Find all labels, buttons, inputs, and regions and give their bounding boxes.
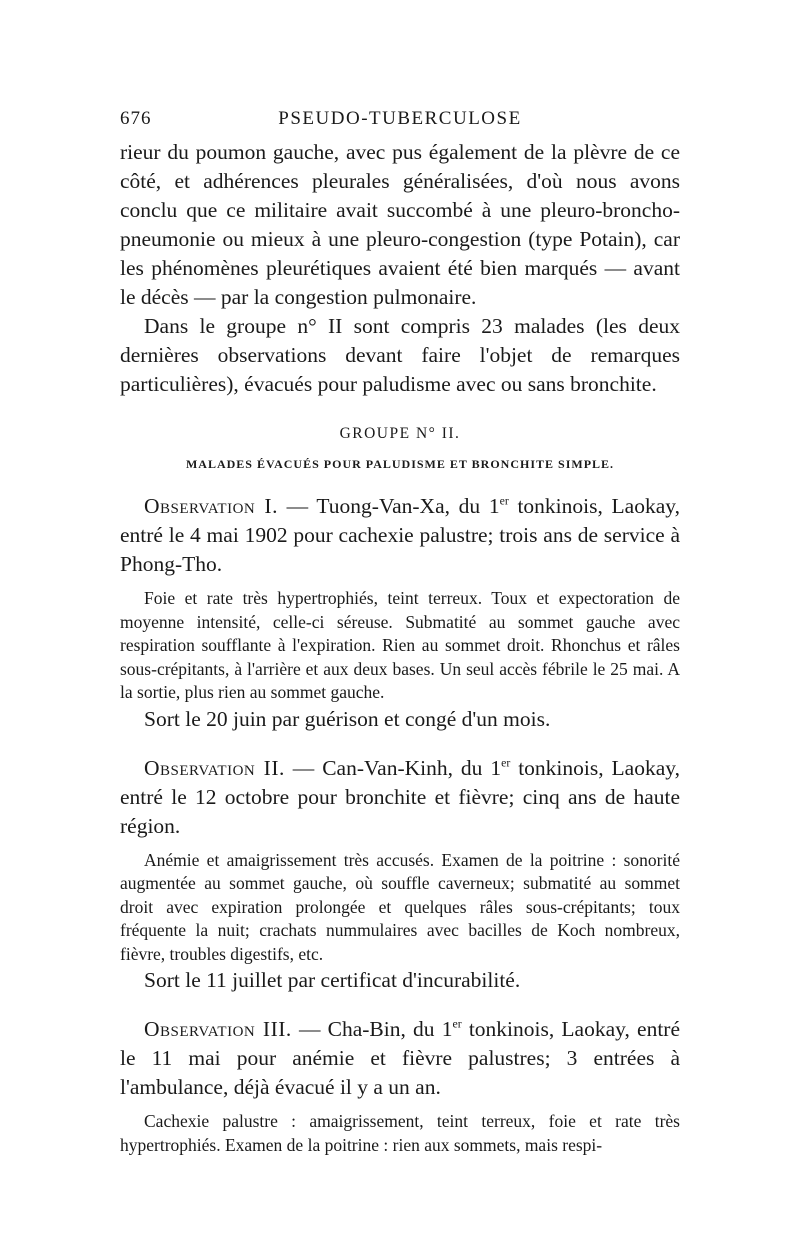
observation-body: Foie et rate très hypertrophiés, teint terreux. Toux et expectoration de moyenne intensité, celle-ci séreuse. Submatité au sommet gauche avec respiration soufflante à l'expiration. Rien au sommet droit. Rhonchus et râles sous-crépitants, à l'arrière et aux deux bases. Un seul accès fébrile le 25 mai. A la sortie, plus rien au sommet gauche.: [120, 588, 680, 702]
observation-head-text: — Can-Van-Kinh, du 1: [284, 755, 502, 780]
observation-label: Observation II.: [144, 755, 285, 780]
observation-head-text: — Cha-Bin, du 1: [291, 1017, 453, 1041]
observation-heading: [120, 492, 680, 579]
observation-body: Cachexie palustre : amaigrissement, teint terreux, foie et rate très hypertrophiés. Examen de la poitrine : rien aux sommets, mais respi-: [120, 1111, 680, 1155]
observation-label: Observation I.: [144, 494, 278, 518]
observation-2: [120, 754, 680, 996]
observation-head-text: tonkinois, Laokay, entré le 4 mai 1902 pour cachexie palustre; trois ans de service à Phong-Tho.: [120, 494, 680, 576]
observation-head-text: tonkinois, Laokay, entré le 12 octobre pour bronchite et fièvre; cinq ans de haute région.: [120, 755, 680, 838]
observation-heading: [120, 754, 680, 841]
observation-head-text: — Tuong-Van-Xa, du 1: [277, 494, 500, 518]
observation-label: Observation III.: [144, 1017, 292, 1041]
section-subtitle: MALADES ÉVACUÉS POUR PALUDISME ET BRONCHITE SIMPLE.: [185, 457, 615, 471]
observation-head-text: tonkinois, Laokay, entré le 11 mai pour anémie et fièvre palustres; 3 entrées à l'ambulance, déjà évacué il y a un an.: [120, 1017, 680, 1099]
observation-heading: [120, 1015, 680, 1102]
observation-3: [120, 1015, 680, 1157]
intro-paragraph-1: rieur du poumon gauche, avec pus également de la plèvre de ce côté, et adhérences pleurales généralisées, d'où nous avons conclu que ce militaire avait succombé à une pleuro-broncho-pneumonie ou mieux à une pleuro-congestion (type Potain), car les phénomènes pleurétiques avaient été bien marqués — avant le décès — par la congestion pulmonaire.: [120, 140, 680, 309]
observation-exit: Sort le 20 juin par guérison et congé d'un mois.: [144, 706, 551, 731]
page-content: [120, 108, 680, 1157]
observation-exit: Sort le 11 juillet par certificat d'incurabilité.: [144, 968, 521, 992]
running-header: [120, 108, 680, 138]
intro-paragraph-2: Dans le groupe n° II sont compris 23 malades (les deux dernières observations devant faire l'objet de remarques particulières), évacués pour paludisme avec ou sans bronchite.: [120, 314, 680, 396]
running-title: PSEUDO-TUBERCULOSE: [278, 108, 522, 129]
observation-body: Anémie et amaigrissement très accusés. Examen de la poitrine : sonorité augmentée au sommet gauche, où souffle caverneux; submatité au sommet droit avec expiration prolongée et quelques râles sous-crépitants; toux fréquente la nuit; crachats nummulaires avec bacilles de Koch nombreux, fièvre, troubles digestifs, etc.: [120, 849, 680, 964]
section-title: GROUPE N° II.: [339, 425, 461, 442]
ordinal-sup: er: [499, 493, 509, 508]
ordinal-sup: er: [501, 755, 511, 770]
observation-1: [120, 492, 680, 734]
ordinal-sup: er: [452, 1016, 462, 1031]
page-number: 676: [120, 108, 152, 129]
